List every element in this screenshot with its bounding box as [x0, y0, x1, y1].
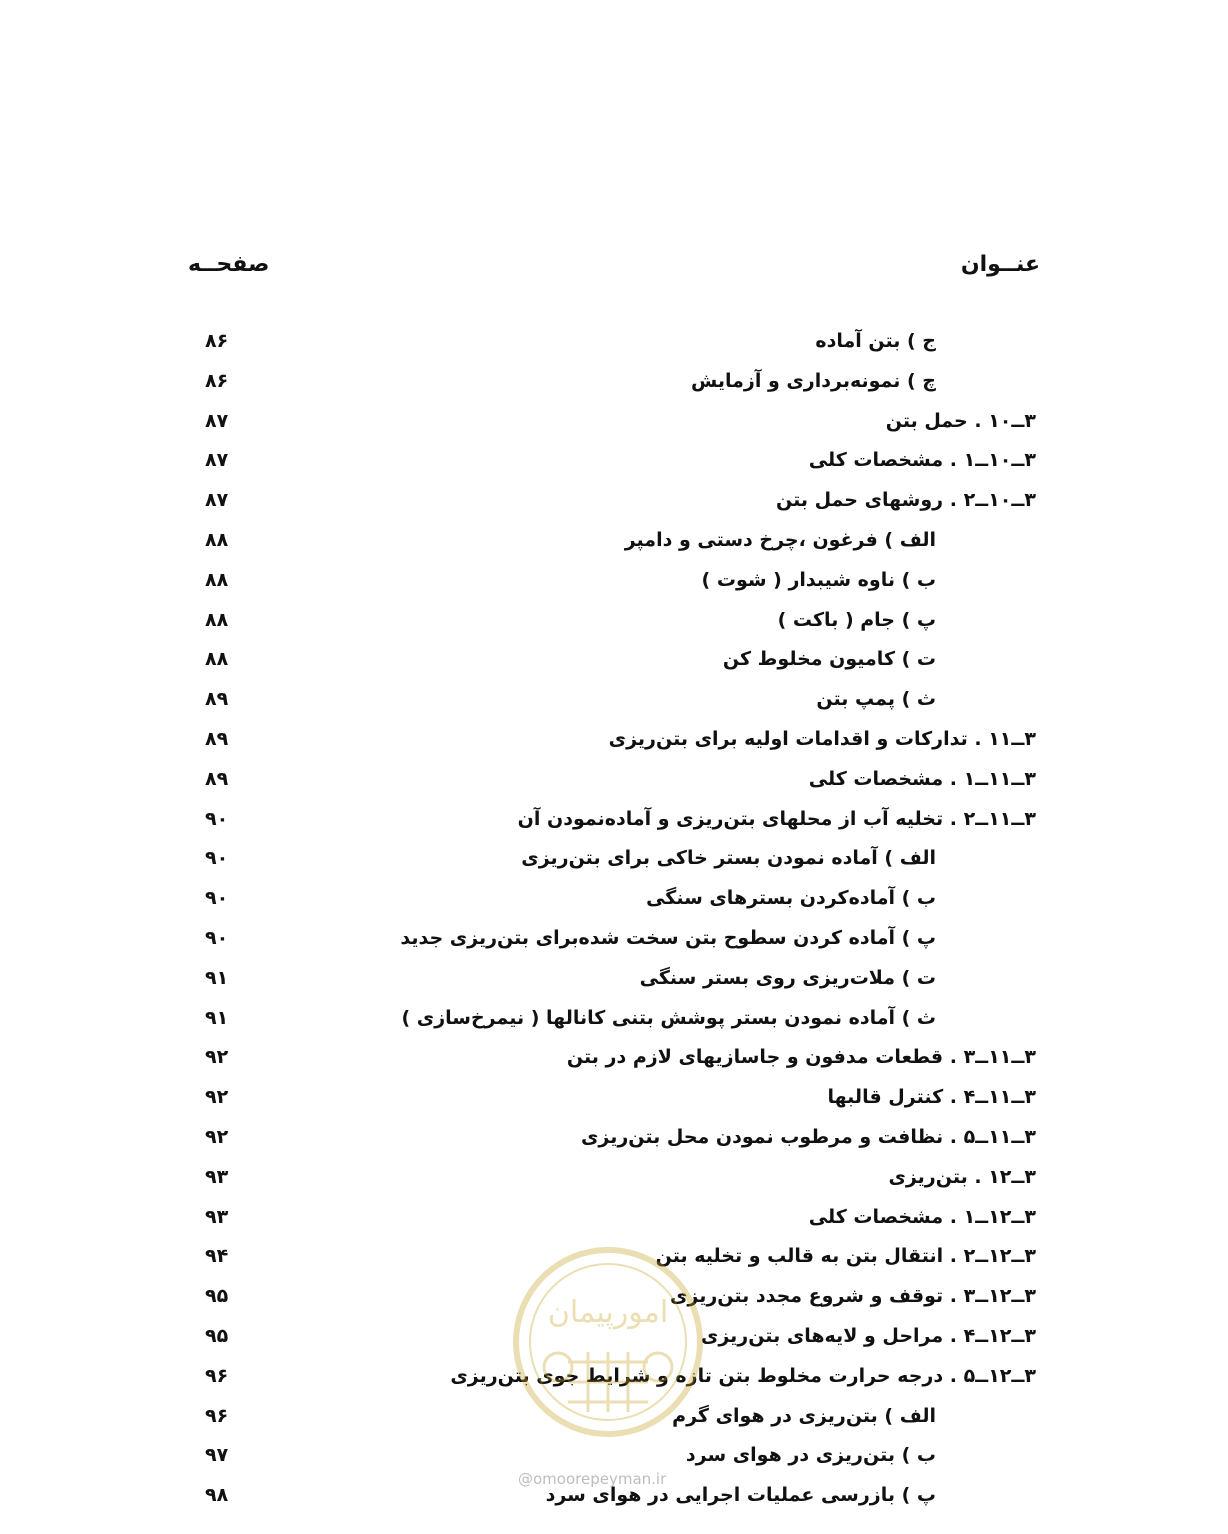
toc-entry	[0, 445, 1228, 485]
toc-entry-title: ت ) ملات‌ریزی روی بستر سنگی	[639, 966, 936, 989]
toc-entry	[0, 1202, 1228, 1242]
toc-entry-title: ج ) بتن آماده	[815, 330, 936, 352]
toc-entry-page-number: ۸۷	[205, 489, 229, 512]
toc-entry	[0, 326, 1228, 366]
toc-entry-title: ب ) ناوه شیبدار ( شوت )	[701, 568, 936, 591]
toc-entry	[0, 764, 1228, 804]
toc-entry-title: ث ) پمپ بتن	[816, 688, 936, 711]
toc-entry-title: الف ) آماده نمودن بستر خاکی برای بتن‌ریزی	[521, 847, 936, 870]
toc-entry-title: پ ) بازرسی عملیات اجرایی در هوای سرد	[545, 1484, 936, 1507]
toc-entry	[0, 1122, 1228, 1162]
toc-entry-page-number: ۸۸	[205, 528, 229, 551]
toc-entry-title: ۳ــ۱۱ . تدارکات و اقدامات اولیه برای بتن‌ریزی	[608, 727, 1036, 750]
toc-entry	[0, 1003, 1228, 1043]
toc-entry	[0, 1162, 1228, 1202]
toc-entry	[0, 843, 1228, 883]
toc-entry-title: ۳ــ۱۰ــ۲ . روشهای حمل بتن	[775, 489, 1036, 512]
toc-entry-page-number: ۸۹	[205, 767, 229, 790]
toc-entry-page-number: ۸۸	[205, 568, 229, 591]
toc-entry-page-number: ۹۲	[205, 1086, 229, 1109]
toc-entry-title: ۳ــ۱۲ــ۴ . مراحل و لایه‌های بتن‌ریزی	[700, 1324, 1036, 1347]
toc-entry-page-number: ۸۹	[205, 688, 229, 711]
toc-entry-page-number: ۹۵	[205, 1324, 229, 1347]
toc-entry-title: الف ) فرغون ،چرخ دستی و دامپر	[624, 528, 936, 551]
watermark-text: @omoorepeyman.ir	[518, 1470, 667, 1488]
toc-entry	[0, 366, 1228, 406]
toc-entry-title: پ ) جام ( باکت )	[777, 608, 936, 631]
column-header-page: صفحــه	[188, 252, 270, 277]
toc-entry-title: ۳ــ۱۲ . بتن‌ریزی	[888, 1165, 1036, 1188]
toc-entry-title: ۳ــ۱۲ــ۳ . توقف و شروع مجدد بتن‌ریزی	[669, 1285, 1036, 1308]
toc-entry-title: ۳ــ۱۲ــ۵ . درجه حرارت مخلوط بتن تازه و شرایط جوی بتن‌ریزی	[450, 1364, 1036, 1387]
toc-entry-page-number: ۹۲	[205, 1125, 229, 1148]
toc-entry	[0, 724, 1228, 764]
toc-entry-title: ث ) آماده نمودن بستر پوشش بتنی کانالها ( نیمرخ‌سازی )	[401, 1006, 936, 1029]
toc-entry-page-number: ۸۷	[205, 449, 229, 472]
toc-entry-title: ۳ــ۱۱ــ۳ . قطعات مدفون و جاسازیهای لازم در بتن	[566, 1046, 1036, 1069]
toc-entry-page-number: ۹۵	[205, 1285, 229, 1308]
toc-entry-title: ب ) بتن‌ریزی در هوای سرد	[685, 1444, 936, 1467]
toc-entry-page-number: ۹۰	[205, 807, 229, 830]
toc-entry	[0, 684, 1228, 724]
toc-entry-page-number: ۹۰	[205, 926, 229, 949]
toc-entry-page-number: ۸۶	[205, 369, 229, 392]
toc-entry-title: ۳ــ۱۲ــ۱ . مشخصات کلی	[808, 1205, 1036, 1228]
toc-entry-title: ۳ــ۱۱ــ۱ . مشخصات کلی	[808, 767, 1036, 790]
toc-entry-page-number: ۹۲	[205, 1046, 229, 1069]
toc-entry	[0, 565, 1228, 605]
toc-entry-page-number: ۹۶	[205, 1404, 229, 1427]
toc-entry-page-number: ۹۶	[205, 1364, 229, 1387]
toc-entry	[0, 644, 1228, 684]
toc-entry-page-number: ۹۴	[205, 1245, 229, 1268]
toc-entry-page-number: ۸۹	[205, 727, 229, 750]
toc-entry-page-number: ۹۱	[205, 966, 229, 989]
toc-entry-page-number: ۹۷	[205, 1444, 229, 1467]
toc-entry	[0, 804, 1228, 844]
toc-entry-page-number: ۹۰	[205, 887, 229, 910]
watermark-logo-icon	[508, 1242, 708, 1442]
toc-entry-page-number: ۹۱	[205, 1006, 229, 1029]
watermark-logo-text: امورپیمان	[547, 1295, 669, 1330]
toc-entry-title: ب ) آماده‌کردن بسترهای سنگی	[646, 887, 936, 910]
column-header-title: عنــوان	[960, 252, 1040, 277]
toc-entry-title: ۳ــ۱۱ــ۵ . نظافت و مرطوب نمودن محل بتن‌ریزی	[580, 1125, 1036, 1148]
toc-entry	[0, 525, 1228, 565]
toc-entry-page-number: ۸۶	[205, 330, 229, 352]
toc-entry-title: پ ) آماده کردن سطوح بتن سخت شده‌برای بتن‌ریزی جدید	[400, 926, 936, 949]
toc-entry	[0, 963, 1228, 1003]
toc-entry	[0, 1082, 1228, 1122]
toc-entry	[0, 883, 1228, 923]
toc-entry	[0, 406, 1228, 446]
toc-entry-title: ۳ــ۱۱ــ۲ . تخلیه آب از محلهای بتن‌ریزی و آماده‌نمودن آن	[517, 807, 1036, 830]
toc-entry-title: الف ) بتن‌ریزی در هوای گرم	[672, 1404, 936, 1427]
toc-entry-page-number: ۸۷	[205, 409, 229, 432]
toc-entry	[0, 1042, 1228, 1082]
toc-entry-page-number: ۹۳	[205, 1205, 229, 1228]
toc-entry-page-number: ۹۳	[205, 1165, 229, 1188]
toc-entry-title: ۳ــ۱۰ . حمل بتن	[885, 409, 1036, 432]
toc-entry-title: چ ) نمونه‌برداری و آزمایش	[691, 369, 936, 392]
toc-entry-page-number: ۹۸	[205, 1484, 229, 1507]
toc-entry	[0, 605, 1228, 645]
toc-entry-title: ت ) کامیون مخلوط کن	[722, 648, 936, 671]
toc-entry	[0, 485, 1228, 525]
toc-entry-title: ۳ــ۱۲ــ۲ . انتقال بتن به قالب و تخلیه بتن	[655, 1245, 1036, 1268]
toc-entry-page-number: ۹۰	[205, 847, 229, 870]
toc-entry-title: ۳ــ۱۰ــ۱ . مشخصات کلی	[808, 449, 1036, 472]
toc-entry-page-number: ۸۸	[205, 648, 229, 671]
toc-entry	[0, 923, 1228, 963]
toc-entry-page-number: ۸۸	[205, 608, 229, 631]
toc-entry-title: ۳ــ۱۱ــ۴ . کنترل قالبها	[827, 1086, 1036, 1109]
